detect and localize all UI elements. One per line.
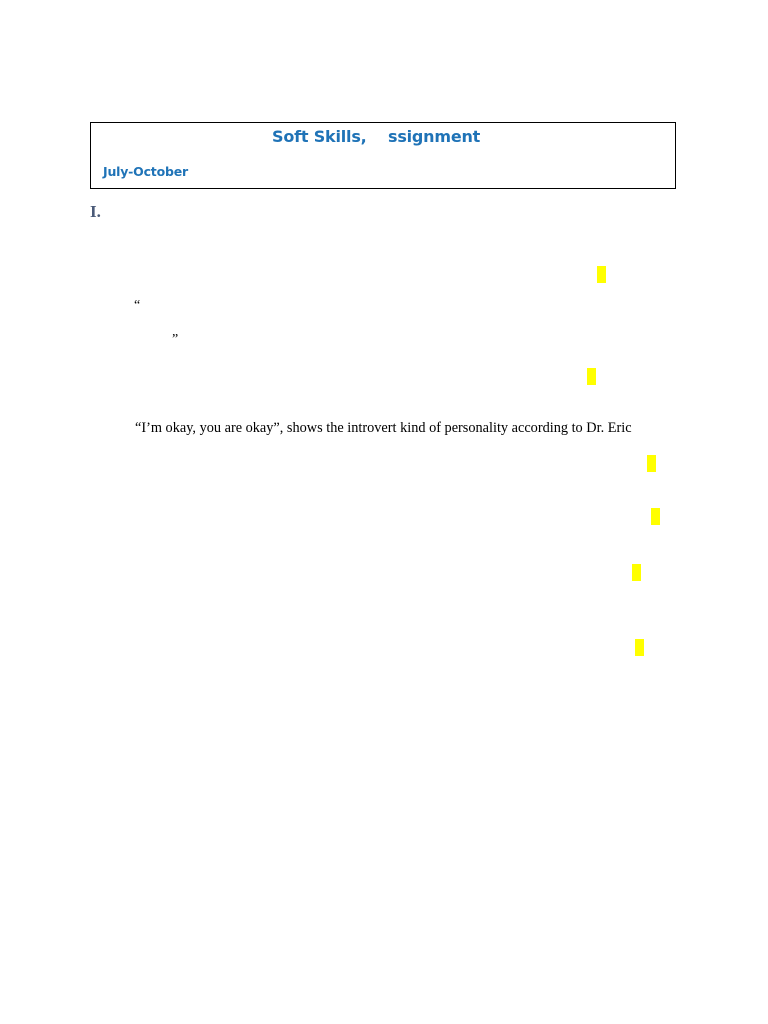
section-marker: I. <box>90 202 101 221</box>
document-subtitle: July-October <box>103 164 188 179</box>
highlight-mark <box>597 266 606 283</box>
open-quote-mark: “ <box>134 298 141 313</box>
highlight-mark <box>651 508 660 525</box>
highlight-mark <box>647 455 656 472</box>
close-quote-mark: ” <box>172 332 179 347</box>
question-text: “I’m okay, you are okay”, shows the introvert kind of personality according to Dr. Eric <box>135 420 632 436</box>
highlight-mark <box>632 564 641 581</box>
highlight-mark <box>635 639 644 656</box>
highlight-mark <box>587 368 596 385</box>
document-title: Soft Skills, ssignment <box>272 127 481 146</box>
